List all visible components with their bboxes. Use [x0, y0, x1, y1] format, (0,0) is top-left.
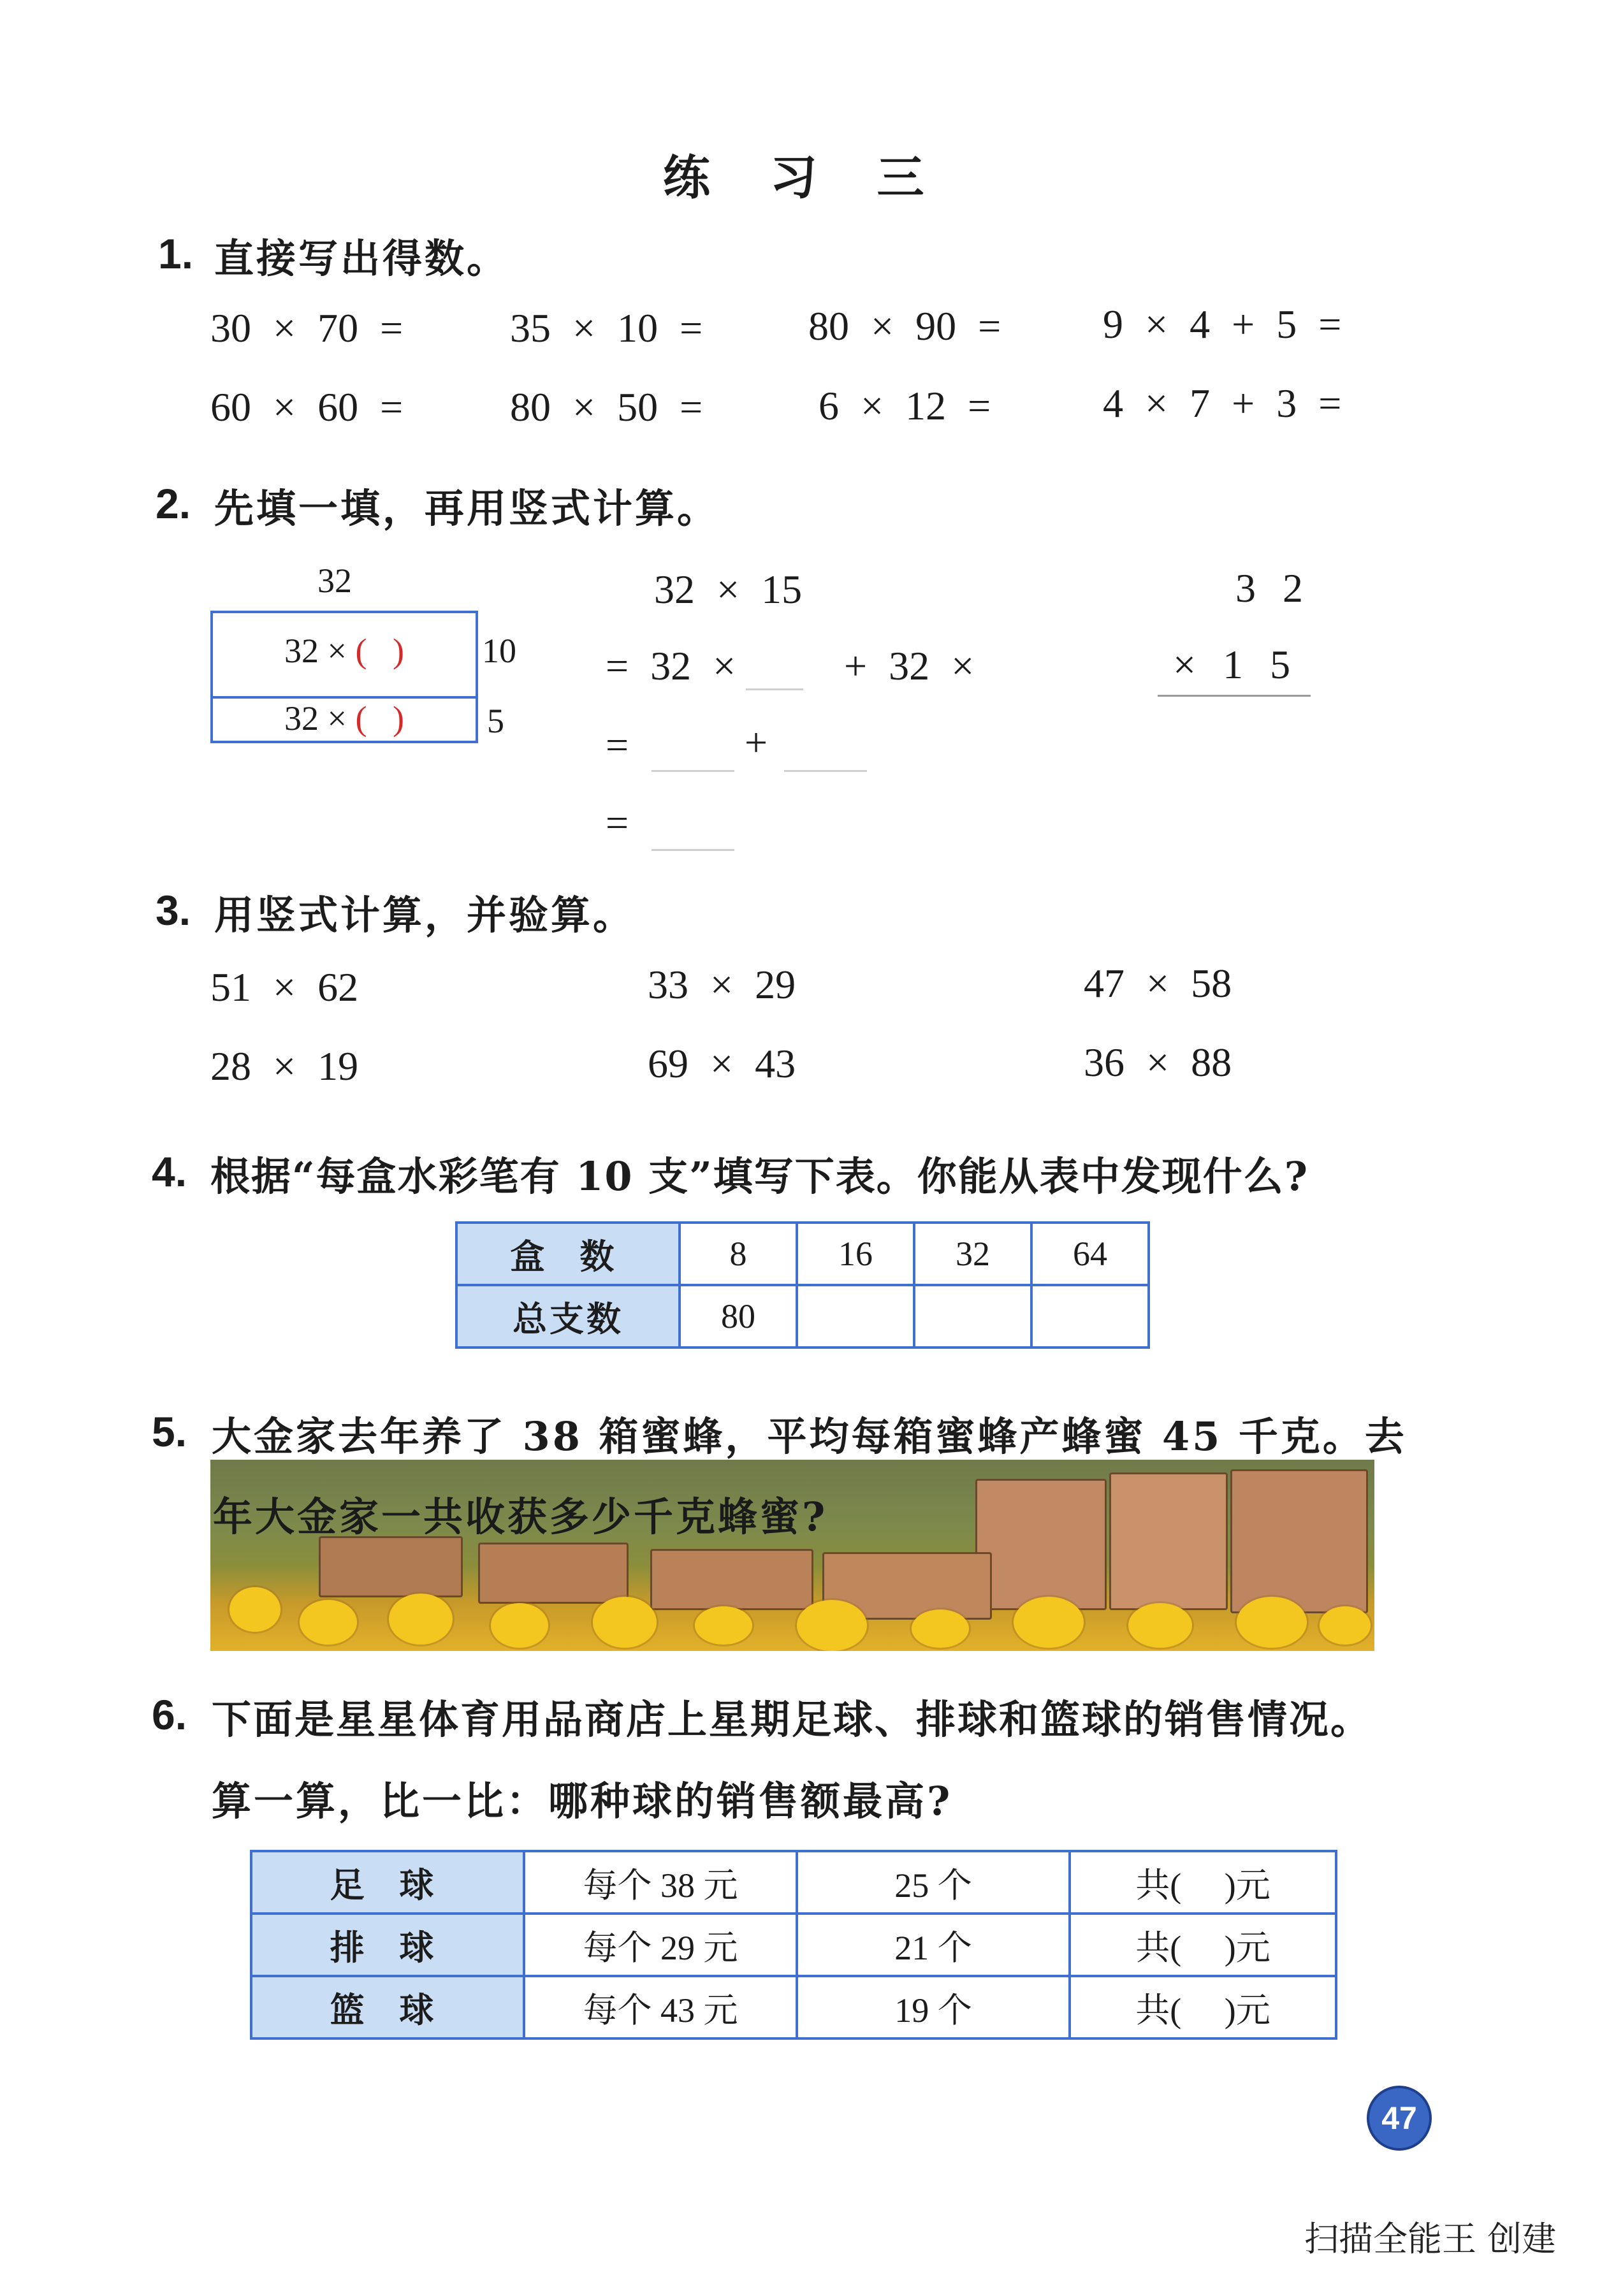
vertical-top: 3 2 [1235, 565, 1306, 611]
vertical-multiplier: × 1 5 [1173, 642, 1293, 687]
question-3-number: 3. [156, 887, 191, 934]
question-2-text: 先填一填，再用竖式计算。 [214, 485, 720, 532]
rapeseed-flower [593, 1597, 657, 1648]
q1-expr-7: 6 × 12 = [819, 383, 991, 428]
rapeseed-flower [695, 1606, 752, 1645]
ball-total: 共( )元 [1070, 1914, 1336, 1976]
boxes-cell: 64 [1031, 1223, 1149, 1285]
question-6-text-line1: 下面是星星体育用品商店上星期足球、排球和篮球的销售情况。 [212, 1696, 1372, 1743]
q1-expr-5: 60 × 60 = [210, 384, 404, 430]
page-title: 练 习 三 [663, 150, 946, 205]
beehive-box [975, 1479, 1107, 1610]
q1-expr-8: 4 × 7 + 3 = [1103, 381, 1342, 426]
pens-table [455, 1221, 1150, 1349]
question-6-number: 6. [152, 1691, 187, 1738]
expr-line-2-eq: = [606, 722, 629, 767]
boxes-cell: 8 [680, 1223, 797, 1285]
split-row-1: 32 × ( ) [284, 632, 404, 670]
expr-line-3-eq: = [606, 800, 629, 845]
boxes-cell: 16 [797, 1223, 914, 1285]
expr-blank-4 [651, 849, 734, 851]
ball-price: 每个 38 元 [524, 1851, 797, 1914]
q3-expr-1: 51 × 62 [210, 964, 359, 1010]
beehive-box [1230, 1469, 1368, 1613]
question-5-text-line2: 年大金家一共收获多少千克蜂蜜? [213, 1493, 828, 1540]
row-label-boxes: 盒 数 [456, 1223, 680, 1285]
q1-expr-6: 80 × 50 = [510, 384, 703, 430]
expr-line-1b: + 32 × [844, 643, 975, 688]
q1-expr-4: 9 × 4 + 5 = [1103, 302, 1342, 347]
rapeseed-flower [1128, 1603, 1192, 1648]
q3-expr-6: 36 × 88 [1084, 1040, 1232, 1085]
question-4-text: 根据“每盒水彩笔有 10 支”填写下表。你能从表中发现什么? [210, 1153, 1309, 1200]
question-2-number: 2. [156, 480, 191, 527]
expr-head: 32 × 15 [654, 567, 803, 612]
rapeseed-flower [389, 1594, 453, 1645]
beehive-box [650, 1549, 813, 1610]
q3-expr-5: 69 × 43 [648, 1041, 796, 1086]
question-5-text-line1: 大金家去年养了 38 箱蜜蜂，平均每箱蜜蜂产蜂蜜 45 千克。去 [212, 1413, 1407, 1460]
rapeseed-flower [1237, 1597, 1307, 1648]
side-label-10: 10 [482, 632, 516, 670]
question-5-number: 5. [152, 1408, 187, 1455]
q3-expr-4: 28 × 19 [210, 1043, 359, 1089]
split-diagram [210, 611, 478, 743]
blank-paren-close: ) [392, 632, 404, 670]
expr-blank-3 [784, 770, 867, 772]
question-3-text: 用竖式计算，并验算。 [214, 892, 636, 938]
ball-name: 篮 球 [251, 1976, 524, 2038]
q1-expr-3: 80 × 90 = [808, 303, 1001, 349]
expr-blank-2 [651, 770, 734, 772]
q1-expr-1: 30 × 70 = [210, 305, 404, 351]
rapeseed-flower [1014, 1597, 1084, 1648]
question-4-number: 4. [152, 1148, 187, 1195]
expr-line-1a: = 32 × [606, 643, 736, 688]
box-top-label: 32 [317, 562, 352, 600]
ball-price: 每个 29 元 [524, 1914, 797, 1976]
beehive-box [1109, 1472, 1228, 1610]
vertical-rule [1158, 695, 1311, 697]
rapeseed-flower [229, 1587, 280, 1632]
q1-expr-2: 35 × 10 = [510, 305, 703, 351]
split-row-2: 32 × ( ) [284, 699, 404, 737]
q3-expr-3: 47 × 58 [1084, 961, 1232, 1006]
ball-count: 25 个 [797, 1851, 1070, 1914]
page-number-badge: 47 [1367, 2086, 1432, 2151]
rapeseed-flower [912, 1609, 969, 1648]
total-cell: 80 [680, 1285, 797, 1348]
beehive-box [478, 1543, 629, 1604]
sales-table [250, 1850, 1337, 2040]
question-6-text-line2: 算一算，比一比：哪种球的销售额最高? [212, 1778, 953, 1824]
rapeseed-flower [491, 1603, 548, 1648]
rapeseed-flower [300, 1600, 357, 1645]
ball-total: 共( )元 [1070, 1851, 1336, 1914]
total-cell-blank [797, 1285, 914, 1348]
boxes-cell: 32 [914, 1223, 1031, 1285]
row-label-total: 总支数 [456, 1285, 680, 1348]
ball-name: 排 球 [251, 1914, 524, 1976]
ball-count: 21 个 [797, 1914, 1070, 1976]
total-cell-blank [914, 1285, 1031, 1348]
question-1-number: 1. [158, 230, 194, 277]
ball-total: 共( )元 [1070, 1976, 1336, 2038]
ball-name: 足 球 [251, 1851, 524, 1914]
question-1-text: 直接写出得数。 [214, 235, 509, 282]
rapeseed-flower [1320, 1606, 1371, 1645]
expr-blank-1 [746, 688, 803, 690]
total-cell-blank [1031, 1285, 1149, 1348]
blank-paren-open: ( [355, 632, 367, 670]
beehive-box [319, 1536, 463, 1597]
q3-expr-2: 33 × 29 [648, 962, 796, 1007]
expr-line-2-plus: + [745, 720, 768, 765]
side-label-5: 5 [487, 702, 504, 740]
beehive-photo [210, 1460, 1374, 1651]
rapeseed-flower [797, 1600, 867, 1651]
ball-count: 19 个 [797, 1976, 1070, 2038]
ball-price: 每个 43 元 [524, 1976, 797, 2038]
scanner-watermark: 扫描全能王 创建 [1304, 2219, 1557, 2259]
